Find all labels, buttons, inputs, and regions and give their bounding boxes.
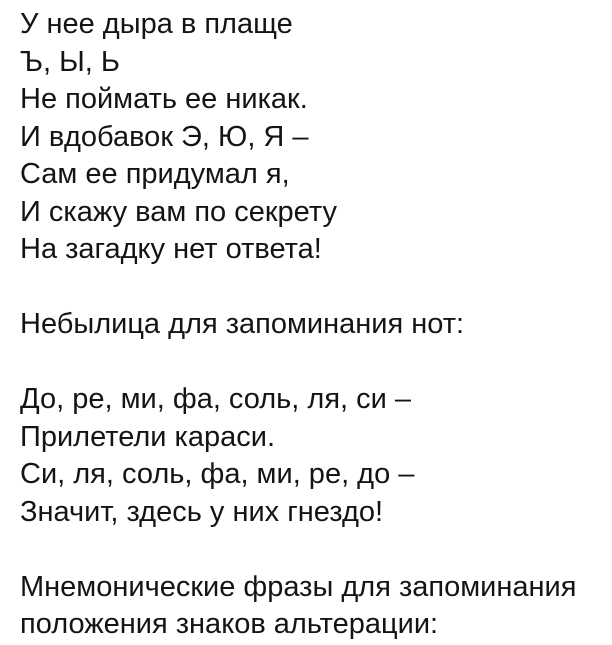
text-line: И скажу вам по секрету bbox=[20, 195, 337, 228]
text-line: У нее дыра в плаще bbox=[20, 8, 293, 40]
alteration-mnemonic-heading-block bbox=[20, 569, 594, 644]
text-line: Мнемонические фразы для запоминания bbox=[20, 570, 577, 603]
text-line: И вдобавок Э, Ю, Я – bbox=[20, 120, 309, 153]
text-line: Си, ля, соль, фа, ми, ре, до – bbox=[20, 458, 415, 490]
notes-mnemonic-heading-block bbox=[20, 306, 594, 344]
riddle-poem-block bbox=[20, 6, 594, 269]
text-line: До, ре, ми, фа, соль, ля, си – bbox=[20, 383, 412, 415]
text-line: На загадку нет ответа! bbox=[20, 233, 322, 265]
text-line: Не поймать ее никак. bbox=[20, 83, 308, 115]
text-line: Значит, здесь у них гнездо! bbox=[20, 495, 384, 528]
text-line: Ъ, Ы, Ь bbox=[20, 45, 120, 78]
text-line: положения знаков альтерации: bbox=[20, 608, 439, 640]
text-line: Прилетели караси. bbox=[20, 420, 276, 453]
text-line: Сам ее придумал я, bbox=[20, 158, 290, 190]
notes-poem-block bbox=[20, 381, 594, 531]
text-line: Небылица для запоминания нот: bbox=[20, 308, 465, 340]
